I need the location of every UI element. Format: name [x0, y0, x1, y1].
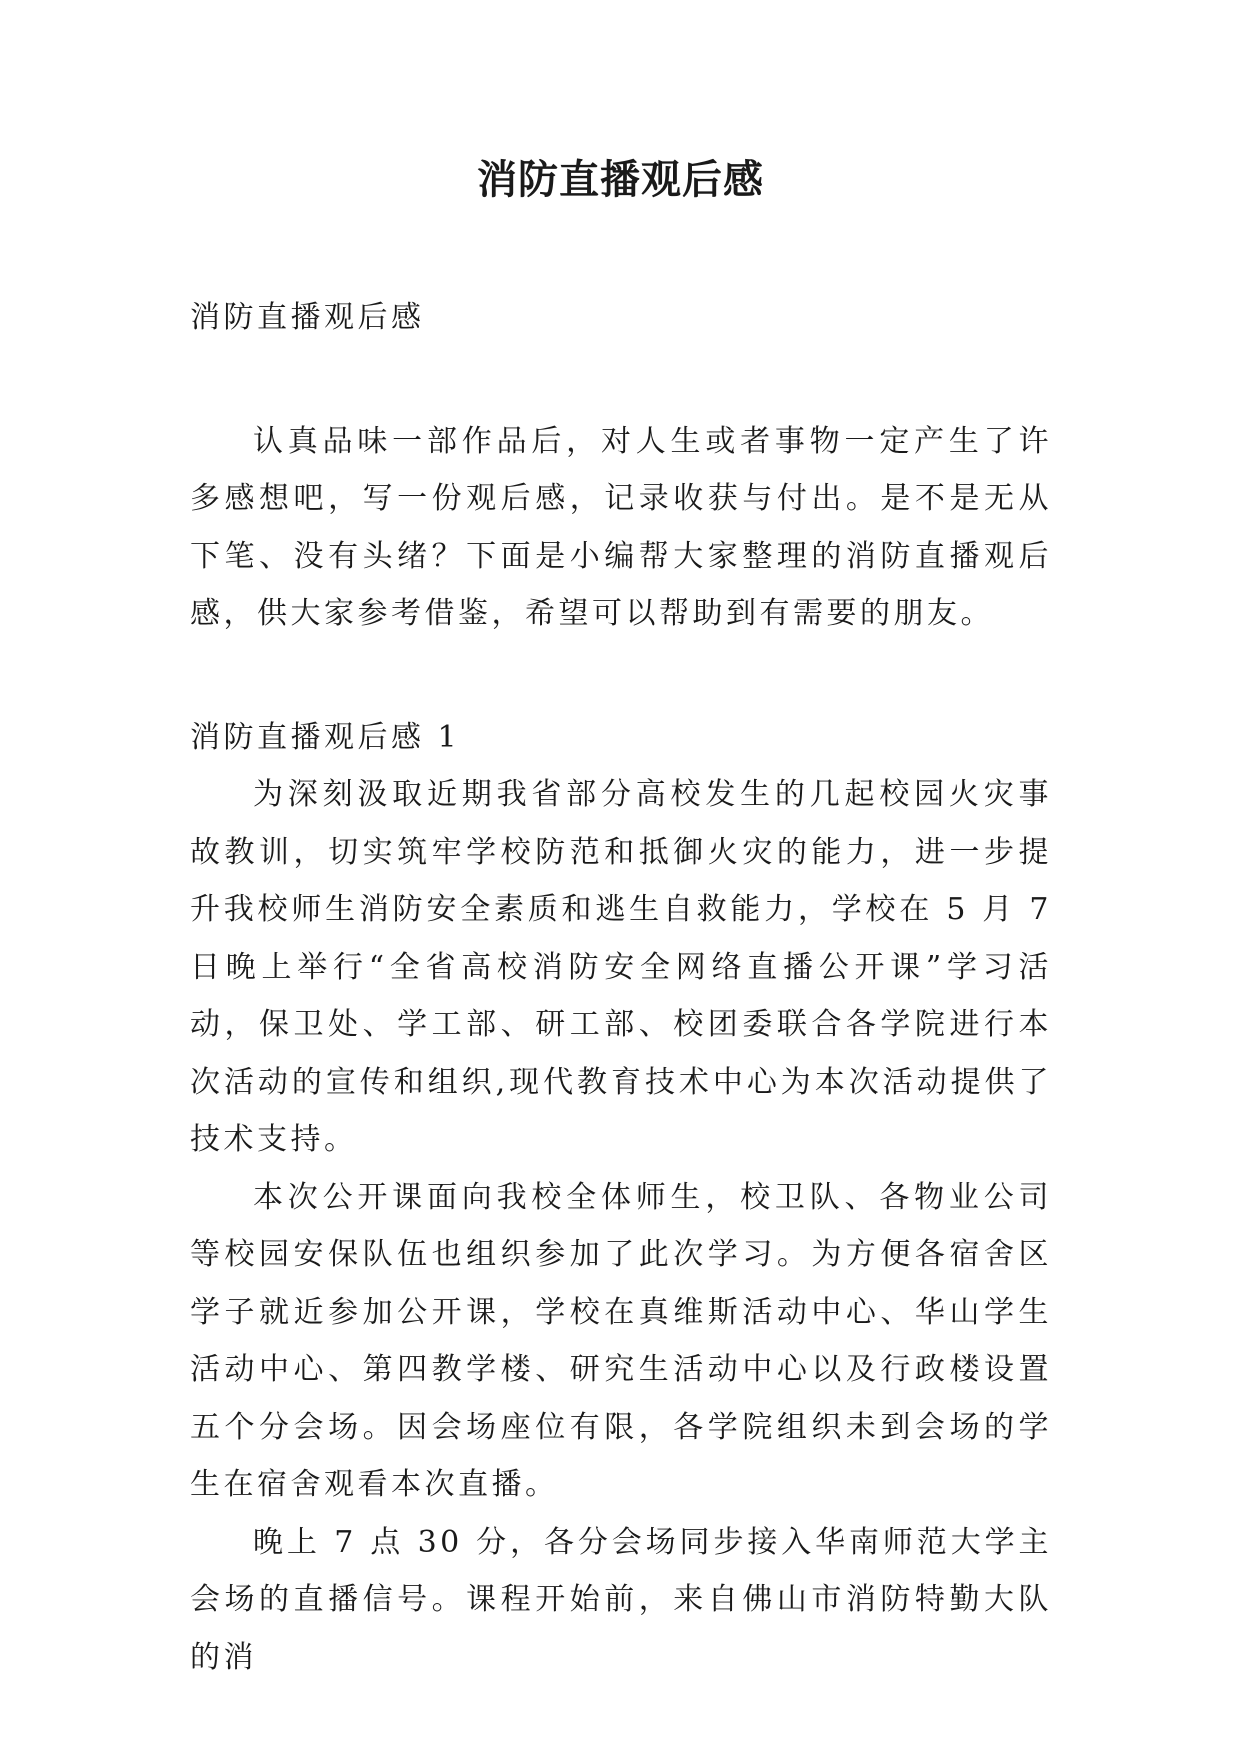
body-paragraph: 晚上 7 点 30 分，各分会场同步接入华南师范大学主会场的直播信号。课程开始前，来自佛山市消防特勤大队的消	[190, 1524, 1052, 1675]
section-heading: 消防直播观后感 1	[190, 719, 461, 755]
document-subtitle: 消防直播观后感	[190, 300, 425, 335]
body-paragraph: 本次公开课面向我校全体师生，校卫队、各物业公司等校园安保队伍也组织参加了此次学习。为方便各宿舍区学子就近参加公开课，学校在真维斯活动中心、华山学生活动中心、第四教学楼、研究生活动中心以及行政楼设置五个分会场。因会场座位有限，各学院组织未到会场的学生在宿舍观看本次直播。	[190, 1179, 1052, 1502]
intro-paragraph: 认真品味一部作品后，对人生或者事物一定产生了许多感想吧，写一份观后感，记录收获与付出。是不是无从下笔、没有头绪？下面是小编帮大家整理的消防直播观后感，供大家参考借鉴，希望可以帮助到有需要的朋友。	[190, 423, 1052, 631]
document-title: 消防直播观后感	[477, 156, 764, 203]
document-body	[190, 289, 1052, 1686]
body-paragraph: 为深刻汲取近期我省部分高校发生的几起校园火灾事故教训，切实筑牢学校防范和抵御火灾的能力，进一步提升我校师生消防安全素质和逃生自救能力，学校在 5 月 7 日晚上举行“全省高校消防安全网络直播公开课”学习活动，保卫处、学工部、研工部、校团委联合各学院进行本次活动的宣传和组织,现代教育技术中心为本次活动提供了技术支持。	[190, 777, 1052, 1157]
